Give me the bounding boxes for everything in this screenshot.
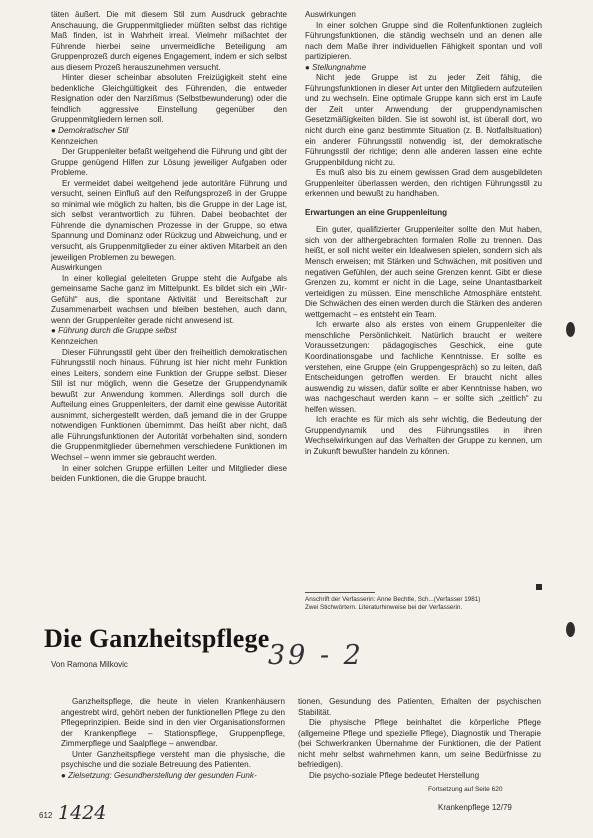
paragraph: täten äußert. Die mit diesem Stil zum Ausdruck gebrachte Anschauung, die Gruppenmitglieder müßten selbst das richtige Maß finden, ist in Wahrheit irreal. Vielmehr mißachtet der Führende hierbei seine unvermeidliche Beteiligung am Gruppenprozeß durch eigenes Engagement, indem er sich selbst aus diesem Prozeß herauszunehmen versucht. [51, 10, 287, 72]
handwritten-annotation: 39 - 2 [268, 640, 364, 671]
paragraph: Nicht jede Gruppe ist zu jeder Zeit fähig, die Führungsfunktionen in dieser Art unter den Mitgliedern aufzuteilen und zu wechseln. Eine optimale Gruppe kann sich erst im Laufe der Zeit unter Anwendung der gruppendynamischen Gesetzmäßigkeiten bilden. Sie ist sowohl ist, ist überall dort, wo nicht durch eine ganz bestimmte Situation (z. B. Notfallsituation) ein anderer Führungsstil notwendig ist, der demokratische Führungsstil der richtige; denn alle anderen lassen eine echte Gruppenbildung nicht zu. [305, 73, 542, 167]
paragraph: In einer solchen Gruppe erfüllen Leiter und Mitglieder diese beiden Funktionen, die die Gruppe braucht. [51, 463, 287, 484]
paragraph: Der Gruppenleiter befaßt weitgehend die Führung und gibt der Gruppe genügend Hilfen zur Lösung jeweiliger Aufgaben oder Probleme. [51, 147, 287, 178]
section-heading: Erwartungen an eine Gruppenleitung [305, 207, 448, 217]
bullet-heading [305, 63, 542, 74]
footnote-rule [305, 592, 375, 593]
author-footnote [305, 596, 545, 612]
article-title: Die Ganzheitspflege [44, 624, 270, 653]
bullet-heading-text: Zielsetzung: Gesundherstellung der gesunden Funk- [68, 770, 257, 780]
article-column-4 [298, 697, 541, 781]
paragraph: Ein guter, qualifizierter Gruppenleiter sollte den Mut haben, sich von der althergebrachten formalen Rolle zu trennen. Das heißt, er soll nicht weiter ein Idealwesen spielen, sondern sich als Mensch erweisen; mit Stärken und Schwächen, mit positiven und negativen Gefühlen, der auch seine Grenzen kennt. Gibt er diese Grenzen zu, kommt er nicht in die Lage, seine Unantastbarkeit verteidigen zu müssen. Eine menschliche Atmosphäre entsteht. Die Schwächen des einen werden durch die Stärken des anderen wettgemacht – es entsteht ein Team. [305, 225, 542, 319]
bullet-icon: ● [61, 770, 69, 780]
paragraph: Ich erachte es für mich als sehr wichtig, die Bedeutung der Gruppendynamik und des Führungsstiles in ihren Wechselwirkungen auf das Verhalten der Gruppe zu kennen, um in Zukunft bewußter handeln zu können. [305, 415, 542, 456]
bullet-heading-text: Stellungnahme [312, 62, 367, 72]
article-column-1 [51, 10, 287, 485]
article-column-3 [61, 697, 285, 781]
handwritten-page-number: 1424 [58, 802, 107, 824]
section-label: Auswirkungen [305, 10, 356, 19]
continuation-note: Fortsetzung auf Seite 620 [428, 786, 503, 793]
bullet-heading-text: Führung durch die Gruppe selbst [58, 326, 177, 336]
paragraph: Es muß also bis zu einem gewissen Grad dem ausgebildeten Gruppenleiter überlassen werden, den richtigen Führungsstil zu erkennen und bewußt zu handhaben. [305, 168, 542, 199]
section-label: Auswirkungen [51, 263, 102, 273]
bullet-heading [51, 126, 287, 137]
paragraph: Hinter dieser scheinbar absoluten Freizügigkeit steht eine bedenkliche Gleichgültigkeit des Führenden, die entweder Resignation oder den Narzißmus (Selbstbewunderung) oder die feindlich aggressive Einstellung gegenüber den Gruppenmitgliedern lernen soll. [51, 73, 287, 125]
page-number: 612 [39, 811, 53, 820]
article-column-2 [305, 10, 542, 457]
paragraph: Dieser Führungsstil geht über den freiheitlich demokratischen Führungsstil noch hinaus. Führung ist hier nicht mehr Funktion eines Leiters, sondern eine Funktion der Gruppe selbst. Dieser Stil ist nur möglich, wenn die Gesetze der Gruppendynamik bewußt zur Anwendung kommen. Allerdings soll durch die Aufteilung eines Gruppenleiters, der damit eine gewisse Autorität ausnimmt, sichergestellt werden, daß jemand die in der Gruppe notwendigen Funktionen übernimmt. Das heißt aber nicht, daß alle Führungsfunktionen der Autorität vorbehalten sind, sondern die Gruppenmitglieder übernehmen verschiedene Funktionen im Wechsel – wenn immer sie gebraucht werden. [51, 347, 287, 462]
article-author: Von Ramona Milkovic [51, 660, 128, 669]
paragraph: In einer solchen Gruppe sind die Rollenfunktionen zugleich Führungsfunktionen, die ständig wechseln und an denen alle nach dem Maße ihrer individuellen Fähigkeit spontan und voll partizipieren. [305, 20, 542, 62]
bullet-heading-text: Demokratischer Stil [58, 126, 129, 136]
paragraph: tionen, Gesundung des Patienten, Erhalten der psychischen Stabilität. [298, 697, 541, 717]
bullet-icon: ● [51, 126, 59, 136]
section-label: Kennzeichen [51, 136, 98, 146]
journal-issue: Krankenpflege 12/79 [438, 803, 512, 812]
paragraph: Ganzheitspflege, die heute in vielen Krankenhäusern angestrebt wird, gehört neben der funktionellen Pflege zu den Pflegeprinzipien. Beide sind in den vier Organisationsformen der Krankenpflege – Stationspflege, Gruppenpflege, Zimmerpflege und Saalpflege – anwendbar. [61, 697, 285, 749]
punch-hole [566, 322, 575, 337]
bullet-heading [51, 326, 287, 337]
bullet-icon: ● [305, 62, 313, 72]
paragraph: Unter Ganzheitspflege versteht man die physische, die psychische und die soziale Betreuung des Patienten. [61, 749, 285, 770]
punch-hole [566, 622, 575, 637]
footnote-line: Zwei Stichwörtern. Literaturhinweise bei der Verfasserin. [305, 603, 463, 611]
bullet-icon: ● [51, 326, 59, 336]
paragraph: In einer kollegial geleiteten Gruppe steht die Aufgabe als gemeinsame Sache ganz im Mittelpunkt. Es bildet sich ein „Wir-Gefühl“ aus, die spontane Aktivität und Bereitschaft zur Zusammenarbeit wachsen und bleiben bestehen, auch dann, wenn der Gruppenleiter gerade nicht anwesend ist. [51, 273, 287, 325]
paragraph: Er vermeidet dabei weitgehend jede autoritäre Führung und versucht, seinen Einfluß auf den Reifungsprozeß in der Gruppe so minimal wie möglich zu halten, bis die Gruppe in der Lage ist, sich selbst verantwortlich zu führen. Dabei beobachtet der Führende die dynamischen Prozesse in der Gruppe, so etwa Spannung und Dominanz oder Rückzug und Abweichung, und er versucht, als Gruppenmitglieder zu einer aktiven Mitarbeit an den jeweiligen Problemen zu bewegen. [51, 178, 287, 262]
article-end-mark [536, 584, 542, 590]
paragraph: Die physische Pflege beinhaltet die körperliche Pflege (allgemeine Pflege und spezielle Pflege), Diagnostik und Therapie (bei Schwerkranken Übernahme der Funktionen, die der Patient nicht mehr selbst wahrnehmen kann, um seine Bedürfnisse zu befriedigen). [298, 718, 541, 770]
footnote-line: Anschrift der Verfasserin: Anne Bechtle, Sch...(Verfasser 1981) [305, 596, 481, 603]
paragraph: Die psycho-soziale Pflege bedeutet Herstellung [309, 770, 480, 780]
section-label: Kennzeichen [51, 336, 98, 346]
paragraph: Ich erwarte also als erstes von einem Gruppenleiter die menschliche Persönlichkeit. Natürlich braucht er weitere Voraussetzungen: pädagogisches Geschick, eine gute Koordinationsgabe und fachliche Kenntnisse. Er sollte es verstehen, eine Gruppe (ein Gruppengespräch) so zu leiten, daß Entscheidungen getroffen werden. Er braucht nicht alles auswendig zu wissen, dafür sollte er aber Kenntnisse haben, wo was nachgeschaut werden kann – er sollte sich „zeitlich“ zu helfen wissen. [305, 320, 542, 414]
bullet-heading [61, 771, 285, 782]
